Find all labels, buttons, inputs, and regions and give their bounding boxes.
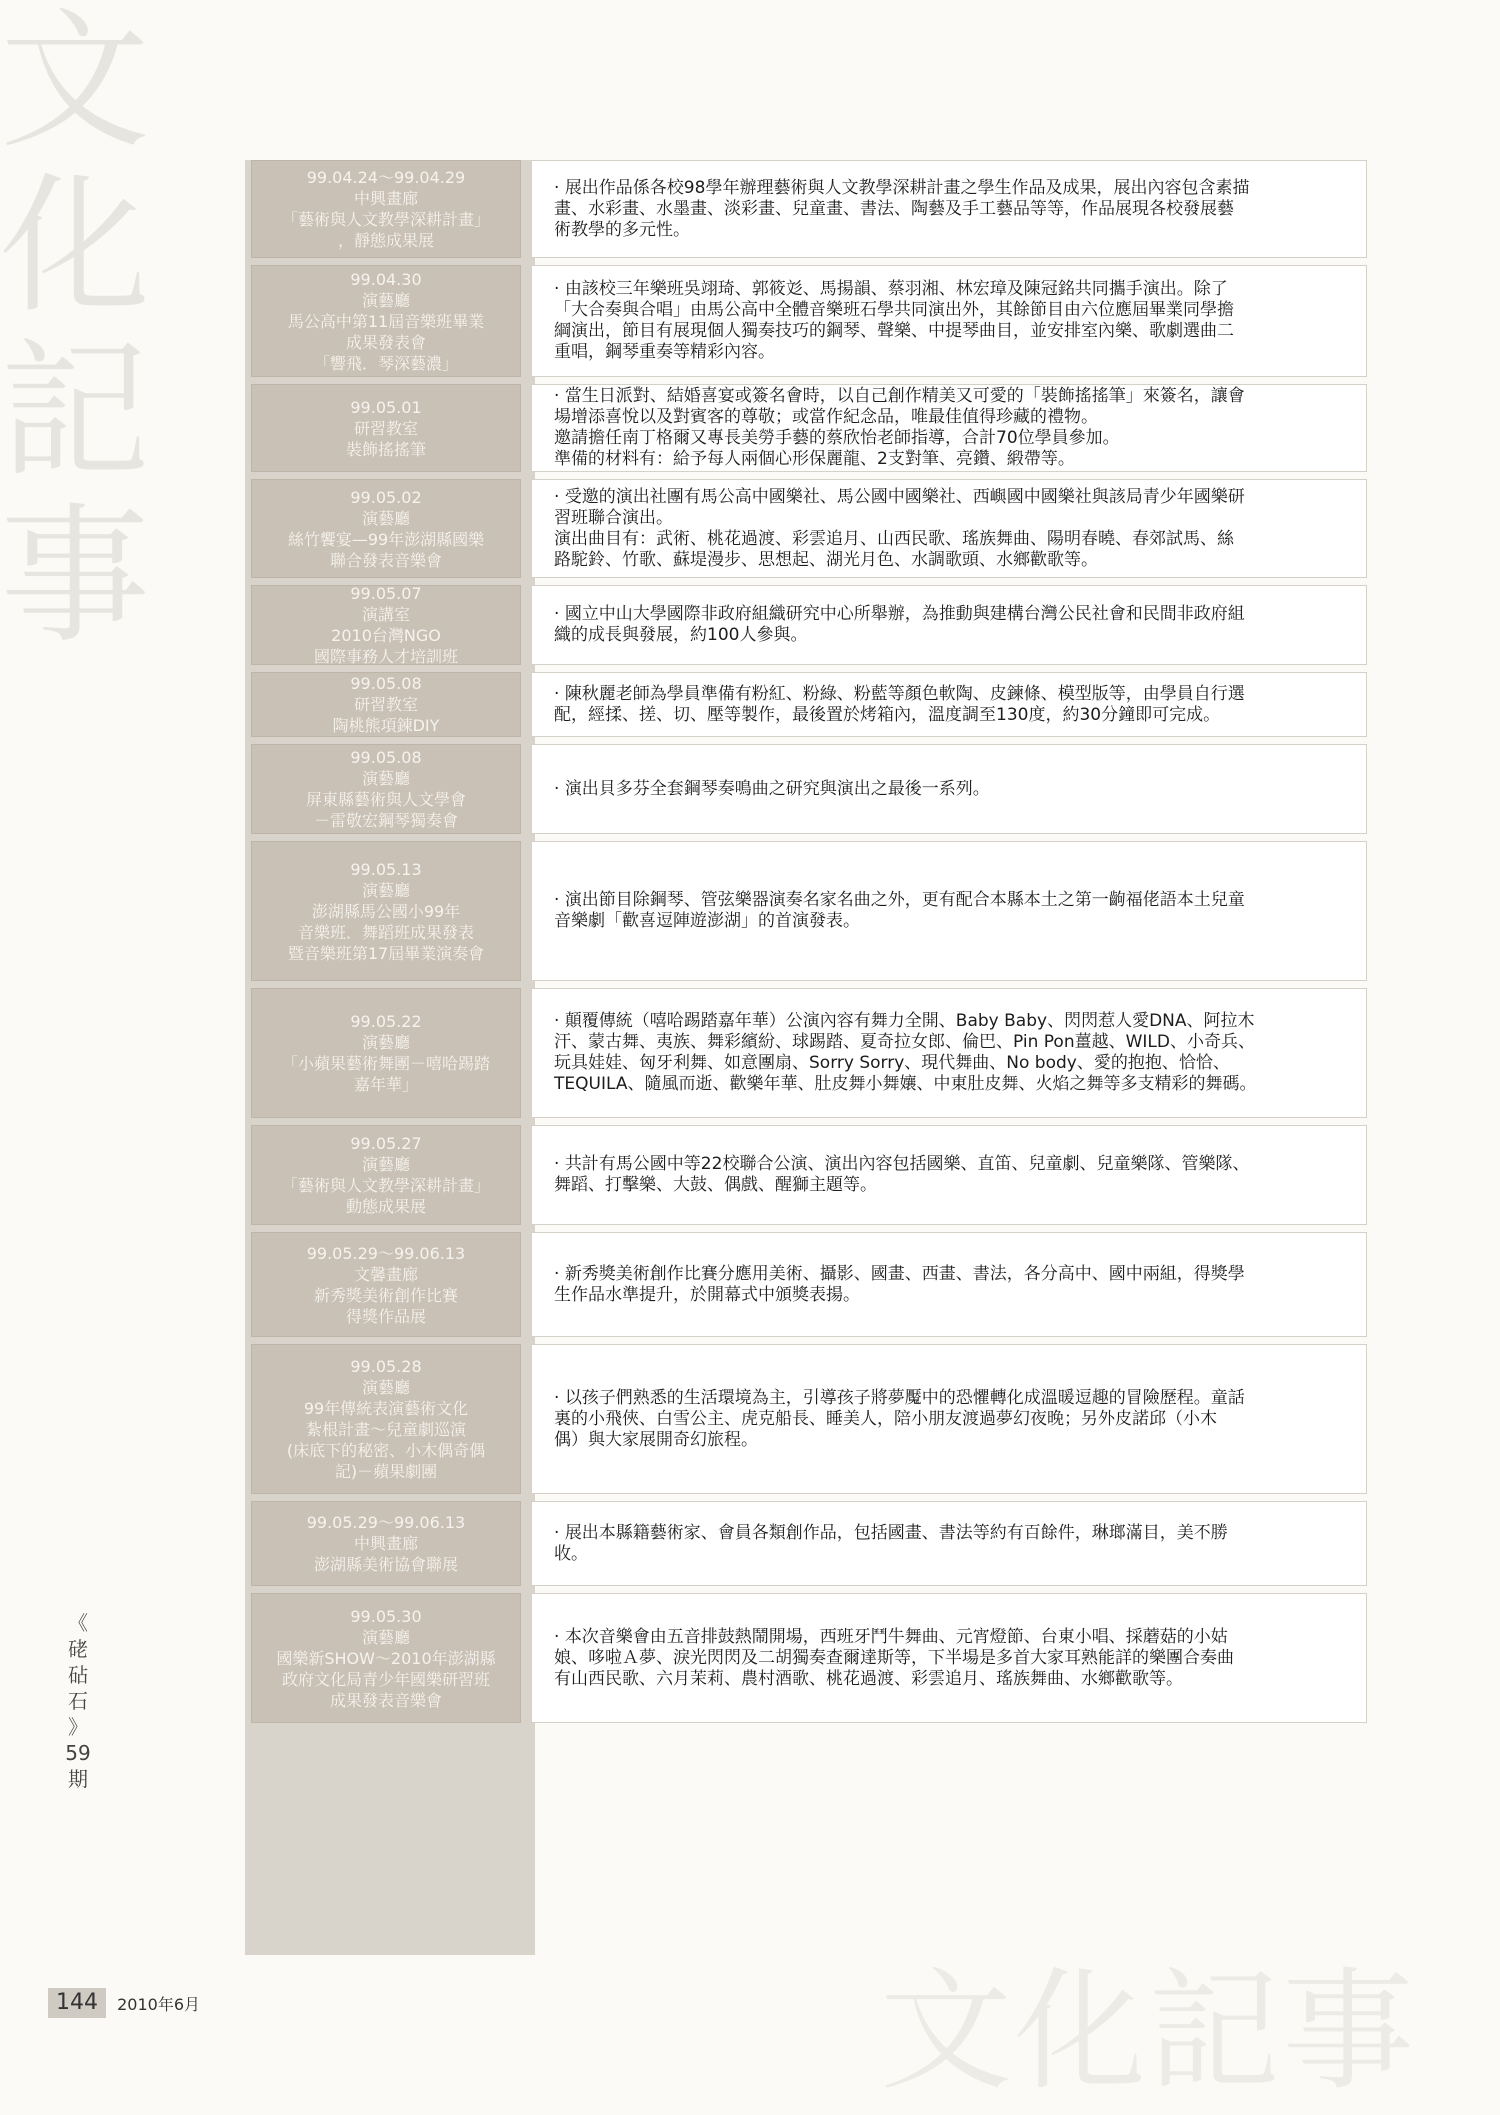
magazine-char: 石 (68, 1689, 88, 1713)
event-row (245, 1125, 1367, 1225)
description-line: 有山西民歌、六月茉莉、農村酒歌、桃花過渡、彩雲追月、瑤族舞曲、水鄉歡歌等。 (554, 1668, 1183, 1689)
event-meta-line: 政府文化局青少年國樂研習班 (281, 1669, 490, 1689)
event-row (245, 160, 1367, 258)
event-meta-line: 新秀獎美術創作比賽 (313, 1285, 458, 1305)
issue-date: 2010年6月 (117, 1994, 200, 2014)
event-date: 99.05.29～99.06.13 (306, 1513, 466, 1532)
event-meta-line: －雷敬宏鋼琴獨奏會 (313, 811, 458, 830)
event-date: 99.04.24～99.04.29 (306, 168, 466, 187)
description-line: 玩具娃娃、匈牙利舞、如意團扇、Sorry Sorry、現代舞曲、No body、愛的抱抱、恰恰、 (554, 1053, 1230, 1073)
event-meta-line: 國際事務人才培訓班 (313, 647, 458, 666)
description-line: 術教學的多元性。 (554, 219, 690, 240)
description-line: · 由該校三年樂班吳翊琦、郭筱彣、馬揚韻、蔡羽湘、林宏璋及陳冠銘共同攜手演出。除了 (554, 279, 1234, 300)
description-line: 音樂劇「歡喜逗陣遊澎湖」的首演發表。 (554, 911, 860, 931)
description-line: 生作品水準提升，於開幕式中頒獎表揚。 (554, 1284, 860, 1305)
magazine-char: 《 (68, 1611, 88, 1635)
event-meta-line: 2010台灣NGO (331, 626, 441, 645)
event-meta (251, 160, 521, 258)
event-row (245, 479, 1367, 578)
description-line: 邀請擔任南丁格爾又專長美勞手藝的蔡欣怡老師指導，合計70位學員參加。 (554, 428, 1120, 448)
event-meta-line: 「小蘋果藝術舞團－嘻哈踢踏 (281, 1054, 490, 1073)
event-description (531, 744, 1367, 834)
event-meta-line: 演藝廳 (361, 880, 410, 900)
event-meta-line: 「藝術與人文教學深耕計畫」 (281, 210, 490, 229)
event-description (531, 265, 1367, 377)
event-row (245, 672, 1367, 737)
event-meta (251, 988, 521, 1118)
event-meta-line: 中興畫廊 (353, 1534, 418, 1553)
event-description (531, 160, 1367, 258)
event-meta-line: 澎湖縣美術協會聯展 (313, 1555, 458, 1574)
description-line: 畫、水彩畫、水墨畫、淡彩畫、兒童畫、書法、陶藝及手工藝品等等，作品展現各校發展藝 (554, 198, 1234, 219)
description-line: 汗、蒙古舞、夷族、舞彩繽紛、球踢踏、夏奇拉女郎、倫巴、Pin Pon薑越、WILD、小奇兵、 (554, 1032, 1255, 1052)
event-row (245, 1501, 1367, 1586)
event-meta-line: 音樂班．舞蹈班成果發表 (297, 922, 474, 942)
event-meta-line: 演講室 (361, 605, 410, 624)
event-date: 99.05.01 (350, 397, 422, 417)
event-meta (251, 585, 521, 665)
description-line: · 展出作品係各校98學年辦理藝術與人文教學深耕計畫之學生作品及成果，展出內容包含素描 (554, 178, 1249, 199)
event-date: 99.05.30 (350, 1606, 422, 1626)
magazine-char: 砧 (68, 1663, 88, 1687)
description-line: 演出曲目有：武術、桃花過渡、彩雲追月、山西民歌、瑤族舞曲、陽明春曉、春郊試馬、絲 (554, 528, 1234, 549)
description-line: 綱演出，節目有展現個人獨奏技巧的鋼琴、聲樂、中提琴曲目，並安排室內樂、歌劇選曲二 (554, 321, 1234, 341)
side-title-char: 化 (0, 160, 151, 334)
event-date: 99.05.28 (350, 1357, 422, 1376)
event-row (245, 744, 1367, 834)
description-line: 習班聯合演出。 (554, 507, 673, 528)
description-line: 重唱，鋼琴重奏等精彩內容。 (554, 342, 775, 362)
description-line: · 本次音樂會由五音排鼓熱鬧開場，西班牙鬥牛舞曲、元宵燈節、台東小唱、採蘑菇的小姑 (554, 1627, 1234, 1648)
description-line: 收。 (554, 1543, 588, 1564)
magazine-label (60, 1610, 96, 1792)
description-line: 織的成長與發展，約100人參與。 (554, 625, 808, 645)
event-meta-line: 「藝術與人文教學深耕計畫」 (281, 1176, 490, 1195)
event-description (531, 1501, 1367, 1586)
event-meta-line: 聯合發表音樂會 (329, 550, 442, 570)
description-line: 場增添喜悅以及對賓客的尊敬；或當作紀念品，唯最佳值得珍藏的禮物。 (554, 407, 1098, 427)
description-line: · 共計有馬公國中等22校聯合公演、演出內容包括國樂、直笛、兒童劇、兒童樂隊、管樂隊、 (554, 1154, 1249, 1175)
event-date: 99.04.30 (350, 269, 422, 289)
event-meta (251, 1501, 521, 1586)
description-line: · 陳秋麗老師為學員準備有粉紅、粉綠、粉藍等顏色軟陶、皮鍊條、模型版等，由學員自行選 (554, 684, 1245, 705)
event-meta-line: (床底下的秘密、小木偶奇偶 (286, 1441, 486, 1460)
description-line: 舞蹈、打擊樂、大鼓、偶戲、醒獅主題等。 (554, 1175, 877, 1195)
event-meta (251, 479, 521, 578)
event-meta-line: 屏東縣藝術與人文學會 (305, 790, 466, 809)
event-meta-line: 馬公高中第11屆音樂班畢業 (287, 311, 485, 331)
event-meta (251, 1344, 521, 1494)
event-meta-line: 演藝廳 (361, 769, 410, 788)
description-line: 準備的材料有：給予每人兩個心形保麗龍、2支對筆、亮鑽、緞帶等。 (554, 449, 1075, 469)
event-meta-line: 演藝廳 (361, 508, 410, 528)
event-row (245, 585, 1367, 665)
description-line: · 受邀的演出社團有馬公高中國樂社、馬公國中國樂社、西嶼國中國樂社與該局青少年國樂研 (554, 487, 1245, 508)
event-description (531, 1593, 1367, 1723)
event-meta (251, 384, 521, 472)
magazine-char: 》 (68, 1715, 88, 1739)
event-row (245, 988, 1367, 1118)
event-meta-line: 演藝廳 (361, 1378, 410, 1397)
event-date: 99.05.27 (350, 1134, 422, 1153)
event-meta-line: 中興畫廊 (353, 189, 418, 208)
event-meta-line: 澎湖縣馬公國小99年 (311, 901, 461, 921)
event-description (531, 1125, 1367, 1225)
event-meta (251, 265, 521, 377)
event-meta-line: 得獎作品展 (345, 1306, 426, 1326)
event-meta-line: 「響飛．琴深藝濃」 (313, 353, 458, 373)
magazine-issue: 59 (65, 1741, 91, 1765)
description-line: · 當生日派對、結婚喜宴或簽名會時，以自己創作精美又可愛的「裝飾搖搖筆」來簽名，讓會 (554, 386, 1245, 407)
magazine-char: 硓 (68, 1637, 88, 1661)
event-meta-line: 研習教室 (353, 695, 418, 714)
event-row (245, 265, 1367, 377)
description-line: 裏的小飛俠、白雪公主、虎克船長、睡美人，陪小朋友渡過夢幻夜晚；另外皮諾邱（小木 (554, 1408, 1217, 1429)
event-description (531, 585, 1367, 665)
event-description (531, 672, 1367, 737)
event-meta-line: 演藝廳 (361, 1627, 410, 1647)
event-description (531, 1232, 1367, 1337)
event-meta-line: 成果發表會 (345, 332, 426, 352)
event-meta (251, 1232, 521, 1337)
event-meta-line: 暨音樂班第17屆畢業演奏會 (287, 943, 485, 963)
event-date: 99.05.13 (350, 859, 422, 879)
description-line: 偶）與大家展開奇幻旅程。 (554, 1429, 758, 1450)
event-meta-line: 動態成果展 (345, 1197, 426, 1216)
event-row (245, 384, 1367, 472)
description-line: · 國立中山大學國際非政府組織研究中心所舉辦，為推動與建構台灣公民社會和民間非政府組 (554, 604, 1245, 625)
event-row (245, 1344, 1367, 1494)
event-meta-line: 演藝廳 (361, 290, 410, 310)
event-meta-line: 演藝廳 (361, 1033, 410, 1052)
side-title-char: 文 (0, 0, 151, 169)
description-line: · 以孩子們熟悉的生活環境為主，引導孩子將夢魘中的恐懼轉化成溫暖逗趣的冒險歷程。童話 (554, 1388, 1245, 1409)
side-title-char: 事 (0, 490, 151, 664)
event-description (531, 479, 1367, 578)
event-date: 99.05.07 (350, 584, 422, 603)
event-meta (251, 672, 521, 737)
event-date: 99.05.08 (350, 674, 422, 693)
event-meta-line: 99年傳統表演藝術文化 (303, 1399, 469, 1418)
side-title (0, 0, 151, 664)
event-meta (251, 1593, 521, 1723)
event-description (531, 1344, 1367, 1494)
event-meta-line: 成果發表音樂會 (329, 1690, 442, 1710)
event-meta-line: 研習教室 (353, 418, 418, 438)
magazine-char: 期 (68, 1767, 88, 1791)
description-line: · 新秀獎美術創作比賽分應用美術、攝影、國畫、西畫、書法，各分高中、國中兩組，得獎學 (554, 1264, 1245, 1285)
event-meta-line: 裝飾搖搖筆 (345, 439, 426, 459)
page-number: 144 (48, 1988, 106, 2018)
event-description (531, 384, 1367, 472)
description-line: · 演出貝多芬全套鋼琴奏鳴曲之研究與演出之最後一系列。 (554, 779, 990, 800)
event-date: 99.05.08 (350, 748, 422, 767)
event-meta (251, 841, 521, 981)
event-meta-line: 陶桃熊項鍊DIY (332, 716, 440, 735)
event-meta-line: 嘉年華」 (353, 1075, 418, 1094)
event-row (245, 841, 1367, 981)
event-meta-line: 文馨畫廊 (353, 1264, 418, 1284)
event-row (245, 1232, 1367, 1337)
event-row (245, 1593, 1367, 1723)
event-meta-line: 紮根計畫～兒童劇巡演 (305, 1420, 466, 1439)
event-description (531, 841, 1367, 981)
bottom-title: 文化記事 (880, 1955, 1416, 2109)
description-line: 「大合奏與合唱」由馬公高中全體音樂班石學共同演出外，其餘節目由六位應屆畢業同學擔 (554, 300, 1234, 320)
description-line: TEQUILA、隨風而逝、歡樂年華、肚皮舞小舞孃、中東肚皮舞、火焰之舞等多支精彩的舞碼。 (554, 1074, 1257, 1094)
description-line: 路駝鈴、竹歌、蘇堤漫步、思想起、湖光月色、水調歌頭、水鄉歡歌等。 (554, 549, 1098, 570)
event-meta-line: 絲竹饗宴—99年澎湖縣國樂 (287, 529, 485, 549)
event-description (531, 988, 1367, 1118)
description-line: 娘、哆啦Ａ夢、淚光閃閃及二胡獨奏查爾達斯等，下半場是多首大家耳熟能詳的樂團合奏曲 (554, 1647, 1234, 1668)
description-line: 配，經揉、搓、切、壓等製作，最後置於烤箱內，溫度調至130度，約30分鐘即可完成。 (554, 704, 1221, 725)
description-line: · 演出節目除鋼琴、管弦樂器演奏名家名曲之外，更有配合本縣本土之第一齣福佬語本土兒童 (554, 890, 1245, 911)
event-meta-line: ，靜態成果展 (337, 231, 434, 250)
event-table (245, 160, 1367, 1730)
event-date: 99.05.22 (350, 1012, 422, 1031)
event-meta-line: 記)－蘋果劇團 (334, 1462, 438, 1481)
description-line: · 展出本縣籍藝術家、會員各類創作品，包括國畫、書法等約有百餘件，琳瑯滿目，美不勝 (554, 1523, 1228, 1544)
event-date: 99.05.02 (350, 487, 422, 507)
event-meta-line: 演藝廳 (361, 1155, 410, 1174)
event-meta (251, 1125, 521, 1225)
footer (48, 1988, 200, 2018)
event-meta-line: 國樂新SHOW～2010年澎湖縣 (276, 1648, 496, 1668)
side-title-char: 記 (0, 325, 151, 499)
event-meta (251, 744, 521, 834)
description-line: · 顛覆傳統（嘻哈踢踏嘉年華）公演內容有舞力全開、Baby Baby、閃閃惹人愛DNA、阿拉木 (554, 1011, 1256, 1032)
event-date: 99.05.29～99.06.13 (306, 1243, 466, 1263)
